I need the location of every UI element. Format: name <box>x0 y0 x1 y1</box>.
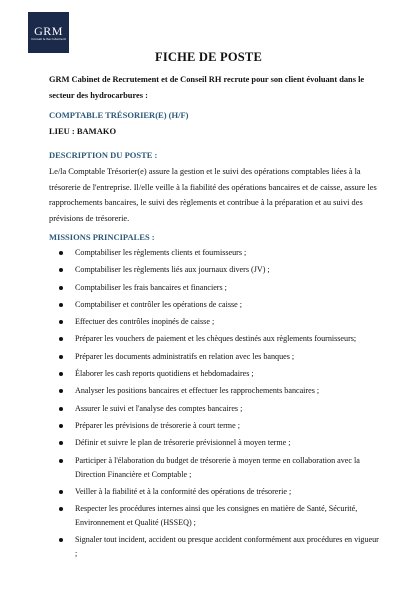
mission-text: Élaborer les cash reports quotidiens et hebdomadaires ; <box>75 369 254 379</box>
job-title: COMPTABLE TRÉSORIER(E) (H/F) <box>49 110 189 120</box>
bullet-icon <box>59 320 63 324</box>
mission-text: Analyser les positions bancaires et effectuer les rapprochements bancaires ; <box>75 386 320 396</box>
mission-text: Préparer les prévisions de trésorerie à court terme ; <box>75 420 240 430</box>
logo-tagline: Conseil & Recrutement <box>31 36 66 41</box>
bullet-icon <box>59 251 63 255</box>
mission-item <box>49 384 379 398</box>
mission-text: Participer à l'élaboration du budget de trésorerie à moyen terme en collaboration avec la Direction Financière et Comptable ; <box>75 455 360 479</box>
mission-text: Comptabiliser les règlements clients et fournisseurs ; <box>75 248 247 257</box>
mission-text: Respecter les procédures internes ainsi que les consignes en matière de Santé, Sécurité, Environnement et Qualité (HSSEQ) ; <box>75 504 358 528</box>
mission-item <box>49 502 379 530</box>
mission-item <box>49 402 379 416</box>
mission-text: Effectuer des contrôles inopinés de caisse ; <box>75 317 215 327</box>
job-location: LIEU : BAMAKO <box>49 126 117 136</box>
mission-item <box>49 436 379 450</box>
bullet-icon <box>59 459 63 463</box>
mission-item <box>49 485 379 499</box>
mission-text: Signaler tout incident, accident ou presque accident conformément aux procédures en vigueur ; <box>75 535 379 559</box>
bullet-icon <box>59 337 63 341</box>
mission-item <box>49 367 379 381</box>
page-title: FICHE DE POSTE <box>155 50 262 64</box>
mission-text: Comptabiliser les frais bancaires et financiers ; <box>75 282 227 292</box>
mission-text: Veiller à la fiabilité et à la conformité des opérations de trésorerie ; <box>75 486 292 496</box>
bullet-icon <box>59 303 63 307</box>
mission-item <box>49 246 379 260</box>
mission-text: Préparer les vouchers de paiement et les chèques destinés aux règlements fournisseurs; <box>75 334 357 344</box>
logo-word: GRM <box>34 23 63 38</box>
description-text: Le/la Comptable Trésorier(e) assure la gestion et le suivi des opérations comptables liées à la trésorerie de l'entreprise. Il/elle veille à la fiabilité des opérations bancaires et de caisse, assure les rapprochements bancaires, le suivi des règlements et contribue à la préparation et au suivi des prévisions de trésorerie. <box>49 167 377 223</box>
bullet-icon <box>59 372 63 376</box>
bullet-icon <box>59 355 63 359</box>
mission-item <box>49 419 379 433</box>
description-heading: DESCRIPTION DU POSTE : <box>49 150 158 160</box>
bullet-icon <box>59 424 63 428</box>
mission-item <box>49 454 379 482</box>
missions-heading: MISSIONS PRINCIPALES : <box>49 232 155 242</box>
company-logo <box>28 12 69 53</box>
bullet-icon <box>59 389 63 393</box>
bullet-icon <box>59 286 63 290</box>
intro-text: GRM Cabinet de Recrutement et de Conseil RH recrute pour son client évoluant dans le secteur des hydrocarbures : <box>49 75 365 100</box>
mission-item <box>49 298 379 312</box>
mission-text: Comptabiliser et contrôler les opérations de caisse ; <box>75 299 242 309</box>
mission-item <box>49 350 379 364</box>
mission-item <box>49 533 379 561</box>
mission-text: Assurer le suivi et l'analyse des comptes bancaires ; <box>75 403 243 413</box>
mission-item <box>49 281 379 295</box>
mission-text: Préparer les documents administratifs en relation avec les banques ; <box>75 351 295 361</box>
bullet-icon <box>59 507 63 511</box>
bullet-icon <box>59 268 63 272</box>
missions-list <box>49 246 379 565</box>
bullet-icon <box>59 407 63 411</box>
bullet-icon <box>59 441 63 445</box>
bullet-icon <box>59 538 63 542</box>
mission-item <box>49 332 379 346</box>
bullet-icon <box>59 490 63 494</box>
mission-text: Définir et suivre le plan de trésorerie prévisionnel à moyen terme ; <box>75 438 291 448</box>
mission-item <box>49 263 379 277</box>
mission-text: Comptabiliser les règlements liés aux journaux divers (JV) ; <box>75 265 270 275</box>
mission-item <box>49 315 379 329</box>
